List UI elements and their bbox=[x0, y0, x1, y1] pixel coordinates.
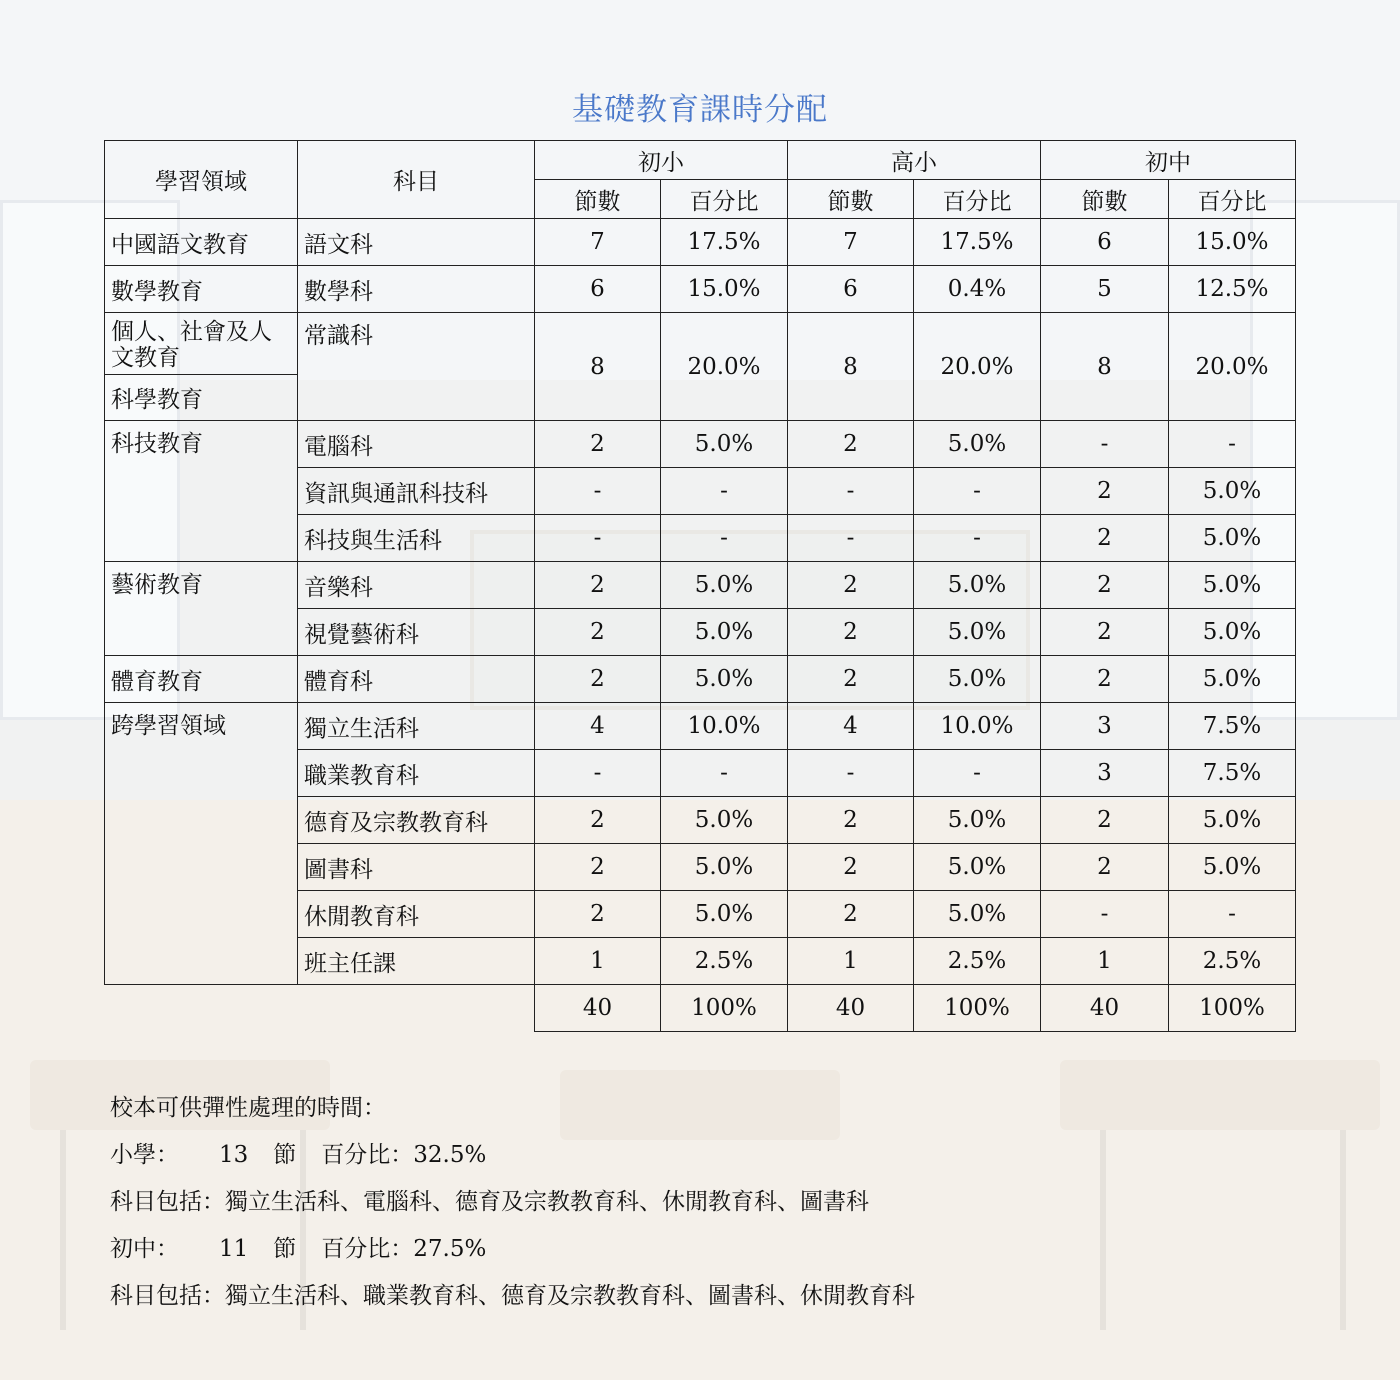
value-cell: 0.4% bbox=[914, 266, 1041, 313]
value-cell: - bbox=[661, 468, 788, 515]
value-cell: - bbox=[1041, 891, 1169, 938]
value-cell: 2.5% bbox=[1169, 938, 1296, 985]
subject-cell: 職業教育科 bbox=[298, 750, 535, 797]
value-cell: - bbox=[661, 750, 788, 797]
value-cell: 2 bbox=[535, 797, 661, 844]
header-percent: 百分比 bbox=[1169, 180, 1296, 219]
value-cell: 2 bbox=[788, 421, 914, 468]
value-cell: 2.5% bbox=[914, 938, 1041, 985]
header-periods: 節數 bbox=[535, 180, 661, 219]
value-cell: 5.0% bbox=[914, 797, 1041, 844]
value-cell: 10.0% bbox=[914, 703, 1041, 750]
value-cell: 7.5% bbox=[1169, 750, 1296, 797]
notes-heading: 校本可供彈性處理的時間： bbox=[110, 1095, 386, 1121]
value-cell: 5.0% bbox=[1169, 515, 1296, 562]
percent-label: 百分比： bbox=[321, 1236, 414, 1262]
value-cell: - bbox=[788, 468, 914, 515]
value-cell: 2 bbox=[1041, 515, 1169, 562]
value-cell: 20.0% bbox=[914, 313, 1041, 421]
value-cell: 4 bbox=[788, 703, 914, 750]
value-cell: 2 bbox=[1041, 656, 1169, 703]
header-periods: 節數 bbox=[1041, 180, 1169, 219]
value-cell: - bbox=[1169, 421, 1296, 468]
primary-summary bbox=[110, 1132, 915, 1179]
area-cell: 中國語文教育 bbox=[105, 219, 298, 266]
header-area: 學習領域 bbox=[105, 141, 298, 219]
header-periods: 節數 bbox=[788, 180, 914, 219]
value-cell: 2 bbox=[788, 656, 914, 703]
junior-label: 初中： bbox=[110, 1236, 179, 1262]
value-cell: 2 bbox=[1041, 468, 1169, 515]
value-cell: 7.5% bbox=[1169, 703, 1296, 750]
total-cell: 100% bbox=[661, 985, 788, 1032]
value-cell: 1 bbox=[535, 938, 661, 985]
value-cell: - bbox=[1041, 421, 1169, 468]
value-cell: 5.0% bbox=[661, 421, 788, 468]
value-cell: 4 bbox=[535, 703, 661, 750]
value-cell: 2 bbox=[1041, 609, 1169, 656]
value-cell: - bbox=[1169, 891, 1296, 938]
total-cell: 40 bbox=[535, 985, 661, 1032]
value-cell: 20.0% bbox=[1169, 313, 1296, 421]
subject-cell: 體育科 bbox=[298, 656, 535, 703]
value-cell: 5.0% bbox=[661, 609, 788, 656]
value-cell: 2 bbox=[535, 609, 661, 656]
value-cell: 5 bbox=[1041, 266, 1169, 313]
value-cell: 10.0% bbox=[661, 703, 788, 750]
table-row bbox=[105, 656, 1296, 703]
primary-percent: 32.5% bbox=[413, 1142, 487, 1168]
subject-cell: 班主任課 bbox=[298, 938, 535, 985]
value-cell: 5.0% bbox=[1169, 609, 1296, 656]
value-cell: 5.0% bbox=[1169, 562, 1296, 609]
percent-label: 百分比： bbox=[321, 1142, 414, 1168]
page-title: 基礎教育課時分配 bbox=[572, 92, 828, 128]
value-cell: - bbox=[535, 515, 661, 562]
value-cell: 3 bbox=[1041, 703, 1169, 750]
value-cell: 2 bbox=[1041, 562, 1169, 609]
value-cell: 7 bbox=[535, 219, 661, 266]
value-cell: 6 bbox=[1041, 219, 1169, 266]
subject-cell: 圖書科 bbox=[298, 844, 535, 891]
value-cell: - bbox=[535, 468, 661, 515]
flexible-time-notes bbox=[110, 1085, 915, 1320]
value-cell: 2 bbox=[788, 797, 914, 844]
junior-periods: 11 bbox=[219, 1236, 249, 1262]
lesson-allocation-table bbox=[104, 140, 1296, 1032]
value-cell: - bbox=[788, 750, 914, 797]
table-row bbox=[105, 266, 1296, 313]
value-cell: 5.0% bbox=[1169, 797, 1296, 844]
value-cell: 17.5% bbox=[661, 219, 788, 266]
value-cell: 2 bbox=[1041, 844, 1169, 891]
total-cell: 100% bbox=[1169, 985, 1296, 1032]
value-cell: 5.0% bbox=[661, 797, 788, 844]
value-cell: 5.0% bbox=[914, 421, 1041, 468]
value-cell: - bbox=[914, 750, 1041, 797]
subject-cell: 資訊與通訊科技科 bbox=[298, 468, 535, 515]
header-percent: 百分比 bbox=[914, 180, 1041, 219]
value-cell: 6 bbox=[788, 266, 914, 313]
junior-summary bbox=[110, 1226, 915, 1273]
value-cell: - bbox=[788, 515, 914, 562]
area-cell: 數學教育 bbox=[105, 266, 298, 313]
value-cell: 2 bbox=[535, 562, 661, 609]
value-cell: 5.0% bbox=[661, 562, 788, 609]
value-cell: 5.0% bbox=[661, 891, 788, 938]
value-cell: - bbox=[914, 468, 1041, 515]
value-cell: 6 bbox=[535, 266, 661, 313]
area-cell: 跨學習領域 bbox=[105, 703, 298, 985]
value-cell: 5.0% bbox=[661, 844, 788, 891]
value-cell: 2 bbox=[535, 891, 661, 938]
value-cell: 1 bbox=[1041, 938, 1169, 985]
area-cell: 個人、社會及人文教育 bbox=[105, 313, 298, 375]
header-percent: 百分比 bbox=[661, 180, 788, 219]
table-row bbox=[105, 421, 1296, 468]
subject-cell: 音樂科 bbox=[298, 562, 535, 609]
header-level-lower-primary: 初小 bbox=[535, 141, 788, 180]
value-cell: - bbox=[914, 515, 1041, 562]
value-cell: 8 bbox=[535, 313, 661, 421]
value-cell: 2 bbox=[535, 844, 661, 891]
header-row-1 bbox=[105, 141, 1296, 180]
subject-cell: 數學科 bbox=[298, 266, 535, 313]
subject-cell: 視覺藝術科 bbox=[298, 609, 535, 656]
value-cell: 17.5% bbox=[914, 219, 1041, 266]
value-cell: 2 bbox=[788, 562, 914, 609]
subject-cell: 常識科 bbox=[298, 313, 535, 421]
primary-label: 小學： bbox=[110, 1142, 179, 1168]
value-cell: 5.0% bbox=[914, 891, 1041, 938]
value-cell: 8 bbox=[788, 313, 914, 421]
value-cell: 5.0% bbox=[914, 844, 1041, 891]
subject-cell: 休閒教育科 bbox=[298, 891, 535, 938]
value-cell: - bbox=[535, 750, 661, 797]
value-cell: 12.5% bbox=[1169, 266, 1296, 313]
header-subject: 科目 bbox=[298, 141, 535, 219]
value-cell: 5.0% bbox=[1169, 844, 1296, 891]
value-cell: 2 bbox=[535, 421, 661, 468]
value-cell: 3 bbox=[1041, 750, 1169, 797]
subject-cell: 語文科 bbox=[298, 219, 535, 266]
value-cell: 5.0% bbox=[1169, 468, 1296, 515]
value-cell: 5.0% bbox=[1169, 656, 1296, 703]
table-row bbox=[105, 703, 1296, 750]
value-cell: 2 bbox=[788, 609, 914, 656]
table-row bbox=[105, 313, 1296, 375]
value-cell: 5.0% bbox=[661, 656, 788, 703]
primary-subjects: 科目包括：獨立生活科、電腦科、德育及宗教教育科、休閒教育科、圖書科 bbox=[110, 1189, 869, 1215]
value-cell: 5.0% bbox=[914, 562, 1041, 609]
value-cell: 20.0% bbox=[661, 313, 788, 421]
value-cell: 8 bbox=[1041, 313, 1169, 421]
subject-cell: 科技與生活科 bbox=[298, 515, 535, 562]
area-cell: 科技教育 bbox=[105, 421, 298, 562]
value-cell: 2 bbox=[788, 844, 914, 891]
header-level-upper-primary: 高小 bbox=[788, 141, 1041, 180]
subject-cell: 獨立生活科 bbox=[298, 703, 535, 750]
value-cell: 2 bbox=[1041, 797, 1169, 844]
primary-periods: 13 bbox=[219, 1142, 249, 1168]
value-cell: 2 bbox=[535, 656, 661, 703]
value-cell: 15.0% bbox=[661, 266, 788, 313]
value-cell: 15.0% bbox=[1169, 219, 1296, 266]
value-cell: 2 bbox=[788, 891, 914, 938]
junior-subjects: 科目包括：獨立生活科、職業教育科、德育及宗教教育科、圖書科、休閒教育科 bbox=[110, 1283, 915, 1309]
header-level-junior-secondary: 初中 bbox=[1041, 141, 1296, 180]
area-cell: 體育教育 bbox=[105, 656, 298, 703]
unit-label: 節 bbox=[273, 1142, 297, 1168]
value-cell: 5.0% bbox=[914, 656, 1041, 703]
total-row bbox=[105, 985, 1296, 1032]
area-cell: 科學教育 bbox=[105, 375, 298, 421]
subject-cell: 德育及宗教教育科 bbox=[298, 797, 535, 844]
total-cell: 40 bbox=[1041, 985, 1169, 1032]
total-cell: 100% bbox=[914, 985, 1041, 1032]
value-cell: - bbox=[661, 515, 788, 562]
junior-percent: 27.5% bbox=[413, 1236, 487, 1262]
total-cell: 40 bbox=[788, 985, 914, 1032]
unit-label: 節 bbox=[273, 1236, 297, 1262]
subject-cell: 電腦科 bbox=[298, 421, 535, 468]
value-cell: 5.0% bbox=[914, 609, 1041, 656]
table-row bbox=[105, 219, 1296, 266]
value-cell: 2.5% bbox=[661, 938, 788, 985]
table-row bbox=[105, 562, 1296, 609]
area-cell: 藝術教育 bbox=[105, 562, 298, 656]
value-cell: 1 bbox=[788, 938, 914, 985]
value-cell: 7 bbox=[788, 219, 914, 266]
